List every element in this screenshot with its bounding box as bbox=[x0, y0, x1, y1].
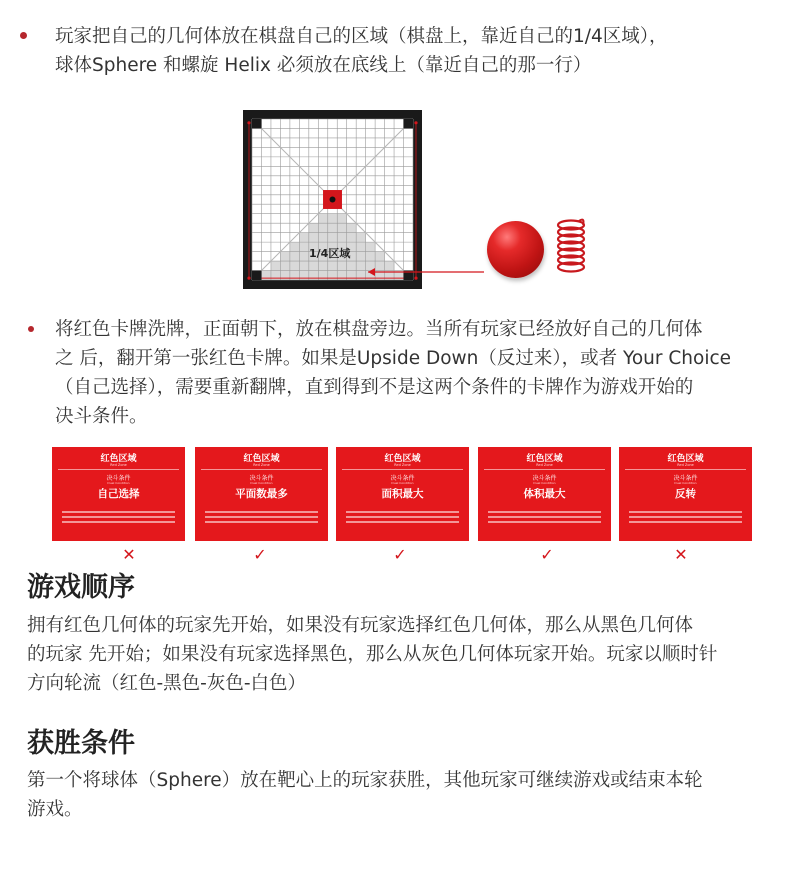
card-name: 面积最大 bbox=[381, 488, 424, 500]
card-fine-print bbox=[62, 511, 175, 526]
reject-mark-icon: ✕ bbox=[122, 545, 136, 564]
card-rule bbox=[484, 469, 605, 470]
card-header: 红色区域 bbox=[243, 454, 280, 464]
card-tag: 决斗条件 bbox=[106, 475, 131, 482]
card-header-en: Red Zone bbox=[253, 463, 270, 467]
quarter-area-label: 1/4区域 bbox=[309, 247, 351, 260]
accept-mark-icon: ✓ bbox=[253, 545, 267, 564]
quarter-zone-cell bbox=[347, 261, 356, 270]
quarter-corner-dot bbox=[414, 121, 417, 124]
card-rule bbox=[58, 469, 179, 470]
accept-mark-icon: ✓ bbox=[540, 545, 554, 564]
quarter-zone-cell bbox=[337, 223, 346, 232]
bullet-dot bbox=[20, 32, 27, 39]
card-header: 红色区域 bbox=[526, 454, 563, 464]
game-board-diagram bbox=[243, 110, 422, 289]
quarter-zone-cell bbox=[337, 233, 346, 242]
quarter-zone-cell bbox=[309, 233, 318, 242]
victory-line: 第一个将球体（Sphere）放在靶心上的玩家获胜，其他玩家可继续游戏或结束本轮 bbox=[27, 770, 703, 791]
quarter-zone-cell bbox=[280, 252, 289, 261]
card-name: 平面数最多 bbox=[235, 488, 288, 500]
order-line: 方向轮流（红色-黑色-灰色-白色） bbox=[27, 673, 307, 694]
red-card bbox=[195, 447, 328, 541]
quarter-zone-cell bbox=[290, 252, 299, 261]
quarter-zone-cell bbox=[328, 233, 337, 242]
quarter-zone-cell bbox=[290, 261, 299, 270]
red-card bbox=[336, 447, 469, 541]
board-corner-block bbox=[252, 119, 261, 128]
quarter-zone-cell bbox=[299, 261, 308, 270]
helix-piece bbox=[553, 217, 589, 279]
card-rule bbox=[625, 469, 746, 470]
board-svg bbox=[243, 110, 422, 289]
quarter-zone-cell bbox=[328, 261, 337, 270]
order-line: 拥有红色几何体的玩家先开始，如果没有玩家选择红色几何体，那么从黑色几何体 bbox=[27, 615, 694, 636]
card-rule bbox=[201, 469, 322, 470]
arrow-head bbox=[368, 268, 375, 276]
card-tag: 决斗条件 bbox=[390, 475, 415, 482]
red-card bbox=[478, 447, 611, 541]
card-header: 红色区域 bbox=[667, 454, 704, 464]
quarter-zone-cell bbox=[366, 242, 375, 251]
quarter-zone-cell bbox=[347, 233, 356, 242]
card-tag-en: Duel Condition bbox=[391, 481, 414, 485]
red-card bbox=[619, 447, 752, 541]
quarter-zone-cell bbox=[375, 252, 384, 261]
cards-intro-line: 将红色卡牌洗牌，正面朝下，放在棋盘旁边。当所有玩家已经放好自己的几何体 bbox=[55, 319, 703, 340]
card-header-en: Red Zone bbox=[394, 463, 411, 467]
quarter-zone-cell bbox=[309, 223, 318, 232]
section-title-victory: 获胜条件 bbox=[27, 728, 135, 759]
card-header: 红色区域 bbox=[384, 454, 421, 464]
cards-intro-line: （自己选择），需要重新翻牌，直到得到不是这两个条件的卡牌作为游戏开始的 bbox=[55, 377, 694, 398]
board-corner-block bbox=[252, 271, 261, 280]
card-header: 红色区域 bbox=[100, 454, 137, 464]
quarter-zone-cell bbox=[356, 252, 365, 261]
placement-paragraph bbox=[55, 22, 668, 80]
order-paragraph bbox=[27, 611, 717, 698]
card-tag-en: Duel Condition bbox=[107, 481, 130, 485]
quarter-zone-cell bbox=[318, 261, 327, 270]
quarter-zone-cell bbox=[309, 261, 318, 270]
card-tag-en: Duel Condition bbox=[250, 481, 273, 485]
card-tag-en: Duel Condition bbox=[674, 481, 697, 485]
accept-mark-icon: ✓ bbox=[393, 545, 407, 564]
red-card bbox=[52, 447, 185, 541]
card-fine-print bbox=[205, 511, 318, 526]
card-name: 自己选择 bbox=[97, 488, 140, 500]
bullseye-dot bbox=[330, 197, 336, 203]
card-tag: 决斗条件 bbox=[249, 475, 274, 482]
bullet-dot bbox=[28, 326, 34, 332]
quarter-zone-cell bbox=[299, 252, 308, 261]
order-line: 的玩家 先开始；如果没有玩家选择黑色，那么从灰色几何体玩家开始。玩家以顺时针 bbox=[27, 644, 718, 665]
quarter-zone-cell bbox=[299, 242, 308, 251]
card-fine-print bbox=[346, 511, 459, 526]
victory-line: 游戏。 bbox=[27, 799, 83, 820]
quarter-zone-cell bbox=[290, 242, 299, 251]
board-corner-block bbox=[404, 119, 413, 128]
card-tag: 决斗条件 bbox=[532, 475, 557, 482]
quarter-zone-cell bbox=[299, 233, 308, 242]
quarter-zone-cell bbox=[356, 242, 365, 251]
quarter-corner-dot bbox=[247, 277, 250, 280]
quarter-zone-cell bbox=[328, 214, 337, 223]
cards-intro-paragraph bbox=[55, 315, 731, 431]
quarter-zone-cell bbox=[318, 214, 327, 223]
card-header-en: Red Zone bbox=[536, 463, 553, 467]
quarter-zone-cell bbox=[280, 261, 289, 270]
quarter-zone-cell bbox=[318, 233, 327, 242]
placement-line: 球体Sphere 和螺旋 Helix 必须放在底线上（靠近自己的那一行） bbox=[55, 55, 592, 76]
quarter-zone-cell bbox=[337, 261, 346, 270]
reject-mark-icon: ✕ bbox=[674, 545, 688, 564]
quarter-zone-cell bbox=[347, 223, 356, 232]
card-header-en: Red Zone bbox=[110, 463, 127, 467]
card-name: 体积最大 bbox=[523, 488, 566, 500]
quarter-zone-cell bbox=[328, 223, 337, 232]
placement-line: 玩家把自己的几何体放在棋盘自己的区域（棋盘上，靠近自己的1/4区域）， bbox=[55, 26, 668, 47]
card-fine-print bbox=[629, 511, 742, 526]
quarter-corner-dot bbox=[247, 121, 250, 124]
card-header-en: Red Zone bbox=[677, 463, 694, 467]
quarter-zone-cell bbox=[366, 252, 375, 261]
card-tag: 决斗条件 bbox=[673, 475, 698, 482]
quarter-zone-cell bbox=[337, 214, 346, 223]
quarter-zone-cell bbox=[271, 261, 280, 270]
card-name: 反转 bbox=[675, 488, 696, 500]
quarter-zone-cell bbox=[318, 223, 327, 232]
cards-intro-line: 之 后，翻开第一张红色卡牌。如果是Upside Down（反过来），或者 Your Choice bbox=[55, 348, 732, 369]
quarter-zone-cell bbox=[356, 233, 365, 242]
card-tag-en: Duel Condition bbox=[533, 481, 556, 485]
card-rule bbox=[342, 469, 463, 470]
card-fine-print bbox=[488, 511, 601, 526]
section-title-order: 游戏顺序 bbox=[27, 572, 135, 603]
victory-paragraph bbox=[27, 766, 703, 824]
baseline-arrow-icon bbox=[360, 266, 500, 278]
cards-intro-line: 决斗条件。 bbox=[55, 406, 148, 427]
